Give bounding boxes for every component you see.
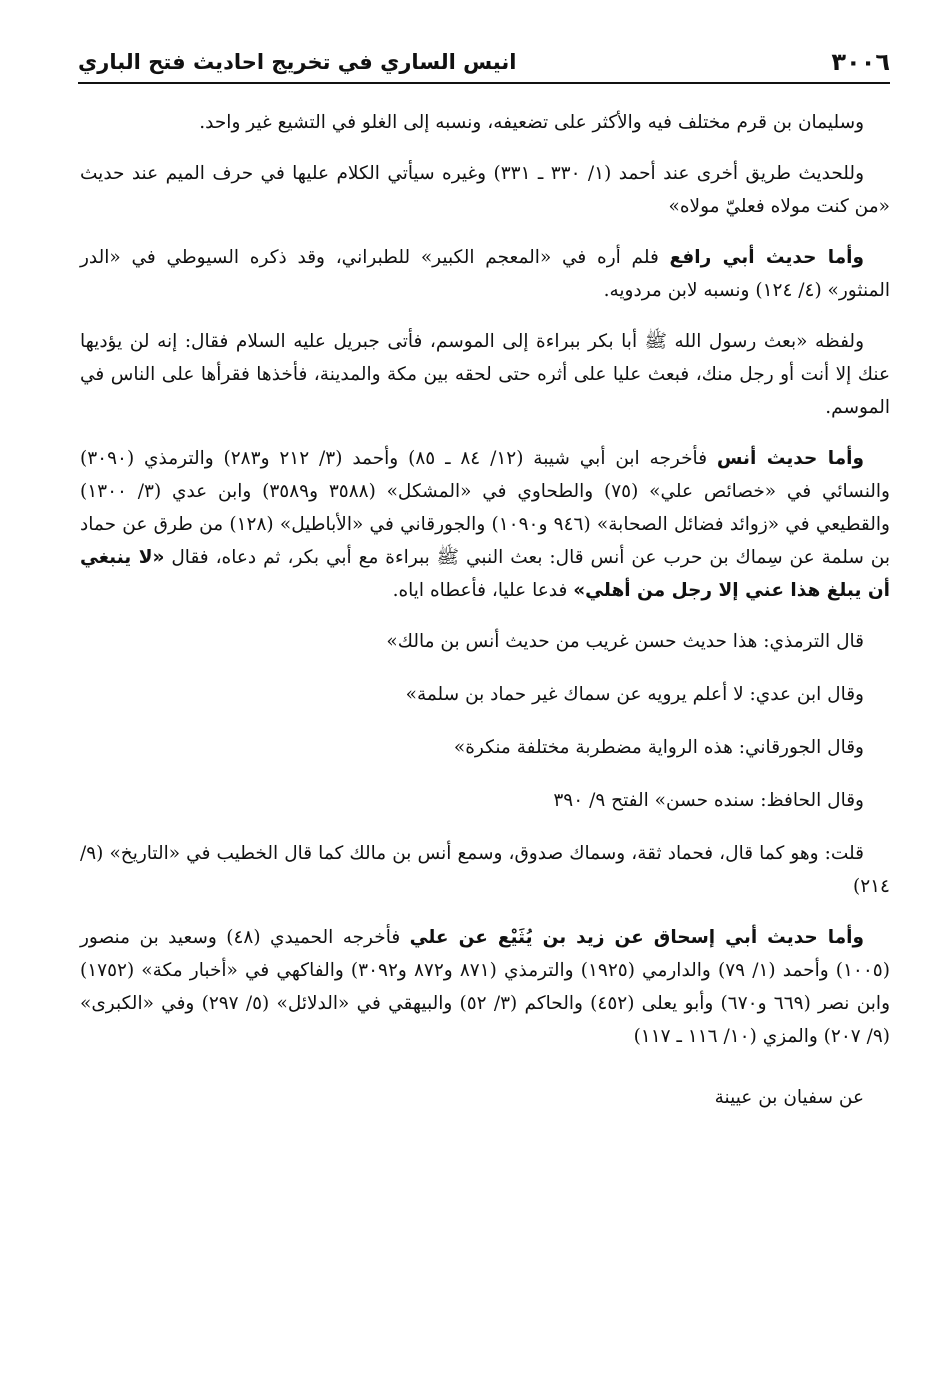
closing-line: [80, 1081, 890, 1114]
paragraph-lead: وأما حديث أبي رافع: [669, 247, 864, 268]
paragraph-abu-rafi: [80, 241, 890, 307]
paragraph-text: فلم أره في «المعجم الكبير» للطبراني، وقد ذكره السيوطي في «الدر المنثور» (٤/ ١٢٤) ونسبه لابن مردويه.: [80, 247, 890, 301]
paragraph-text: فأخرجه الحميدي (٤٨) وسعيد بن منصور (١٠٠٥) وأحمد (١/ ٧٩) والدارمي (١٩٢٥) والترمذي (٨٧١ و٨٧٢ و٣٠٩٢) والفاكهي في «أخبار مكة» (١٧٥٢) وابن نصر (٦٦٩ و٦٧٠) وأبو يعلى (٤٥٢) والحاكم (٣/ ٥٢) والبيهقي في «الدلائل» (٥/ ٢٩٧) وفي «الكبرى» (٩/ ٢٠٧) والمزي (١٠/ ١١٦ ـ ١١٧): [80, 927, 891, 1047]
quote-ibn-adi: [80, 678, 890, 711]
paragraph-text: قلت: وهو كما قال، فحماد ثقة، وسماك صدوق، وسمع أنس بن مالك كما قال الخطيب في «التاريخ» (٩/ ٢١٤): [80, 843, 890, 897]
paragraph-text: وسليمان بن قرم مختلف فيه والأكثر على تضعيفه، ونسبه إلى الغلو في التشيع غير واحد.: [199, 112, 864, 133]
page-body: [80, 106, 890, 1132]
running-header: [78, 44, 890, 84]
quote-text: وقال الجورقاني: هذه الرواية مضطربة مختلفة منكرة»: [453, 737, 864, 758]
quote-text: وقال الحافظ: سنده حسن» الفتح ٩/ ٣٩٠: [553, 790, 864, 811]
paragraph-text: وللحديث طريق أخرى عند أحمد (١/ ٣٣٠ ـ ٣٣١) وغيره سيأتي الكلام عليها في حرف الميم عند حديث «من كنت مولاه فعليّ مولاه»: [80, 163, 890, 217]
paragraph-lead: وأما حديث أبي إسحاق عن زيد بن يُثَيْع عن علي: [409, 927, 864, 948]
hadith-quote-bold: «لا ينبغي أن يبلغ هذا عني إلا رجل من أهلي»: [80, 547, 890, 601]
paragraph-qultu: [80, 837, 890, 903]
paragraph-wording: [80, 325, 890, 424]
book-title: انيس الساري في تخريج احاديث فتح الباري: [78, 50, 517, 74]
page-number: ٣٠٠٦: [831, 48, 890, 76]
paragraph-another-route: [80, 157, 890, 223]
quote-jawraqani: [80, 731, 890, 764]
paragraph-abu-ishaq: [80, 921, 890, 1053]
paragraph-sulayman: [80, 106, 890, 139]
closing-text: عن سفيان بن عيينة: [714, 1087, 864, 1108]
quote-text: قال الترمذي: هذا حديث حسن غريب من حديث أنس بن مالك»: [386, 631, 864, 652]
paragraph-anas: [80, 442, 890, 607]
paragraph-text: فأخرجه ابن أبي شيبة (١٢/ ٨٤ ـ ٨٥) وأحمد (٣/ ٢١٢ و٢٨٣) والترمذي (٣٠٩٠) والنسائي في «خصائص علي» (٧٥) والطحاوي في «المشكل» (٣٥٨٨ و٣٥٨٩) وابن عدي (٣/ ١٣٠٠) والقطيعي في «زوائد فضائل الصحابة» (٩٤٦ و١٠٩٠) والجورقاني في «الأباطيل» (١٢٨) من طرق عن حماد بن سلمة عن سِماك بن حرب عن أنس قال: بعث النبي ﷺ ببراءة مع أبي بكر، ثم دعاه، فقال: [80, 448, 890, 568]
quote-tirmidhi: [80, 625, 890, 658]
paragraph-tail: فدعا عليا، فأعطاه اياه.: [392, 580, 574, 601]
quote-text: وقال ابن عدي: لا أعلم يرويه عن سماك غير حماد بن سلمة»: [405, 684, 864, 705]
paragraph-lead: وأما حديث أنس: [716, 448, 864, 469]
paragraph-text: ولفظه «بعث رسول الله ﷺ أبا بكر ببراءة إلى الموسم، فأتى جبريل عليه السلام فقال: إنه لن يؤديها عنك إلا أنت أو رجل منك، فبعث عليا على أثره حتى لحقه بين مكة والمدينة، فأخذها فقرأها على الناس في الموسم.: [80, 331, 890, 418]
quote-hafiz: [80, 784, 890, 817]
